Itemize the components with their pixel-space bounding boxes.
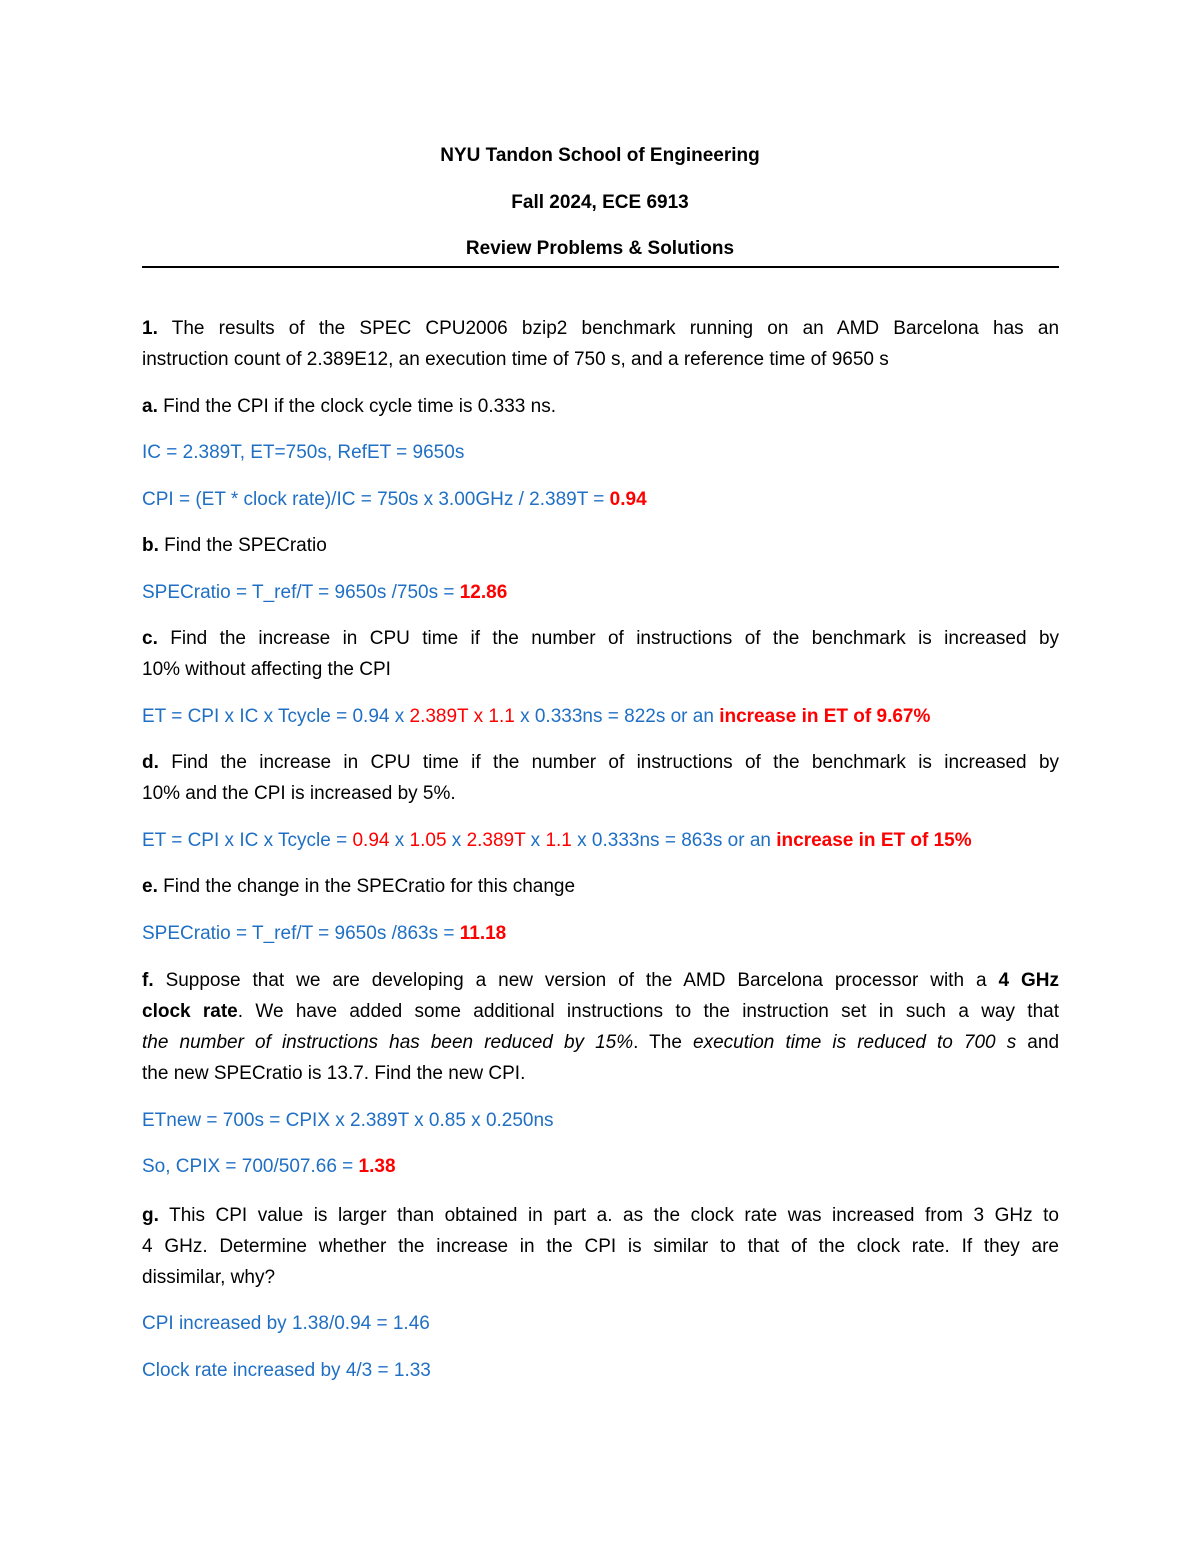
part-b-question: b. Find the SPECratio (142, 535, 327, 556)
part-f-answer: 1.38 (358, 1156, 396, 1177)
part-e-question: e. Find the change in the SPECratio for this change (142, 876, 576, 897)
problem-number: 1. (142, 318, 158, 339)
part-a-solution-2: CPI = (ET * clock rate)/IC = 750s x 3.00GHz / 2.389T = 0.94 (142, 489, 647, 510)
part-a-solution-1: IC = 2.389T, ET=750s, RefET = 9650s (142, 442, 465, 463)
document-title: Review Problems & Solutions (465, 238, 735, 259)
part-g-question-3: dissimilar, why? (142, 1267, 276, 1288)
problem-1-line-2: instruction count of 2.389E12, an execution time of 750 s, and a reference time of 9650 s (142, 349, 889, 370)
part-d-question-1: d. Find the increase in CPU time if the number of instructions of the benchmark is increased by (142, 752, 1060, 773)
part-c-solution: ET = CPI x IC x Tcycle = 0.94 x 2.389T x 1.1 x 0.333ns = 822s or an increase in ET of 9.67% (142, 706, 931, 727)
part-c-question-1: c. Find the increase in CPU time if the number of instructions of the benchmark is increased by (142, 628, 1060, 649)
part-f-question-2: clock rate. We have added some additional instructions to the instruction set in such a way that (142, 1001, 1059, 1022)
part-a-answer: 0.94 (609, 489, 647, 510)
part-c-answer: increase in ET of 9.67% (719, 706, 931, 727)
part-b-solution: SPECratio = T_ref/T = 9650s /750s = 12.86 (142, 582, 508, 603)
part-g-solution-1: CPI increased by 1.38/0.94 = 1.46 (142, 1313, 430, 1334)
part-d-question-2: 10% and the CPI is increased by 5%. (142, 783, 456, 804)
part-f-question-3: the number of instructions has been reduced by 15%. The execution time is reduced to 700 s and (142, 1032, 1060, 1053)
course-title: Fall 2024, ECE 6913 (511, 192, 689, 213)
part-g-question-1: g. This CPI value is larger than obtained in part a. as the clock rate was increased from 3 GHz to (142, 1205, 1059, 1226)
part-f-solution-1: ETnew = 700s = CPIX x 2.389T x 0.85 x 0.250ns (142, 1110, 554, 1131)
part-g-solution-2: Clock rate increased by 4/3 = 1.33 (142, 1360, 431, 1381)
part-f-question-4: the new SPECratio is 13.7. Find the new CPI. (142, 1063, 526, 1084)
part-b-answer: 12.86 (459, 582, 508, 603)
part-e-solution: SPECratio = T_ref/T = 9650s /863s = 11.18 (142, 923, 507, 944)
part-f-solution-2: So, CPIX = 700/507.66 = 1.38 (142, 1156, 396, 1177)
part-e-answer: 11.18 (459, 923, 507, 944)
problem-1-line-1: 1. The results of the SPEC CPU2006 bzip2 benchmark running on an AMD Barcelona has an (142, 318, 1060, 339)
part-c-question-2: 10% without affecting the CPI (142, 659, 391, 680)
school-name: NYU Tandon School of Engineering (440, 145, 760, 166)
part-d-answer: increase in ET of 15% (776, 830, 972, 851)
header-divider (142, 266, 1059, 268)
part-d-solution: ET = CPI x IC x Tcycle = 0.94 x 1.05 x 2.389T x 1.1 x 0.333ns = 863s or an increase in ET of 15% (142, 830, 972, 851)
part-f-question-1: f. Suppose that we are developing a new version of the AMD Barcelona processor with a 4 GHz (142, 970, 1059, 991)
part-a-question: a. Find the CPI if the clock cycle time is 0.333 ns. (142, 396, 556, 417)
part-g-question-2: 4 GHz. Determine whether the increase in the CPI is similar to that of the clock rate. If they are (142, 1236, 1059, 1257)
